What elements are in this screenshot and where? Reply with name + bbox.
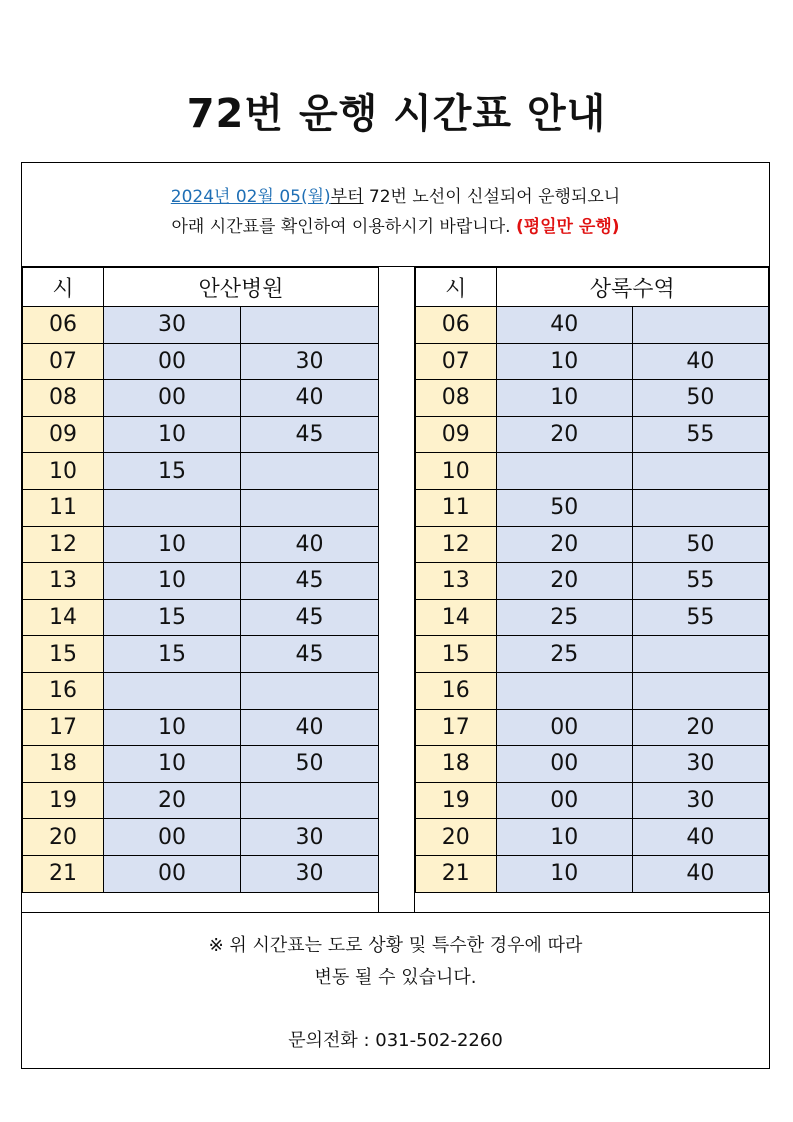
minute-cell: 30 bbox=[632, 746, 768, 783]
hour-cell: 11 bbox=[23, 489, 104, 526]
table-row bbox=[416, 782, 769, 819]
minute-cell bbox=[241, 782, 379, 819]
hour-cell: 09 bbox=[416, 416, 497, 453]
hour-cell: 17 bbox=[416, 709, 497, 746]
minute-cell: 40 bbox=[496, 307, 632, 344]
hour-cell: 21 bbox=[23, 855, 104, 892]
hour-cell: 16 bbox=[23, 672, 104, 709]
minute-cell: 10 bbox=[496, 380, 632, 417]
minute-cell: 10 bbox=[496, 343, 632, 380]
notice-line-1-text: 72번 노선이 신설되어 운행되오니 bbox=[363, 187, 621, 207]
hour-cell: 13 bbox=[416, 563, 497, 600]
table-row bbox=[416, 709, 769, 746]
timetable-sangnoksu-station bbox=[415, 267, 769, 893]
table-row bbox=[23, 599, 379, 636]
hour-cell: 20 bbox=[416, 819, 497, 856]
notice-line-2-text: 아래 시간표를 확인하여 이용하시기 바랍니다. bbox=[171, 217, 516, 237]
table-row bbox=[23, 416, 379, 453]
minute-cell: 10 bbox=[104, 709, 241, 746]
hour-cell: 10 bbox=[416, 453, 497, 490]
table-row bbox=[416, 526, 769, 563]
minute-cell: 10 bbox=[104, 746, 241, 783]
minute-cell: 10 bbox=[104, 563, 241, 600]
hour-cell: 08 bbox=[23, 380, 104, 417]
minute-cell: 20 bbox=[496, 416, 632, 453]
minute-cell bbox=[241, 453, 379, 490]
minute-cell: 50 bbox=[632, 526, 768, 563]
start-date-suffix: 부터 bbox=[330, 187, 364, 207]
hour-cell: 18 bbox=[416, 746, 497, 783]
hour-cell: 10 bbox=[23, 453, 104, 490]
table-header-row bbox=[416, 268, 769, 307]
timetable-ansan-hospital bbox=[22, 267, 379, 893]
minute-cell: 00 bbox=[104, 819, 241, 856]
hour-cell: 15 bbox=[416, 636, 497, 673]
minute-cell: 25 bbox=[496, 636, 632, 673]
minute-cell: 40 bbox=[632, 855, 768, 892]
table-row bbox=[23, 489, 379, 526]
table-row bbox=[23, 636, 379, 673]
contact-phone: 문의전화 : 031-502-2260 bbox=[288, 1030, 503, 1051]
minute-cell bbox=[241, 489, 379, 526]
table-row bbox=[23, 819, 379, 856]
hour-cell: 08 bbox=[416, 380, 497, 417]
minute-cell: 10 bbox=[104, 416, 241, 453]
station-name-header: 상록수역 bbox=[496, 268, 768, 307]
minute-cell: 55 bbox=[632, 599, 768, 636]
timetable-frame bbox=[21, 162, 770, 1069]
table-row bbox=[23, 709, 379, 746]
minute-cell bbox=[496, 453, 632, 490]
minute-cell: 30 bbox=[241, 819, 379, 856]
hour-cell: 13 bbox=[23, 563, 104, 600]
notice-box bbox=[22, 163, 769, 267]
minute-cell: 30 bbox=[241, 855, 379, 892]
table-row bbox=[416, 453, 769, 490]
table-row bbox=[23, 343, 379, 380]
hour-cell: 20 bbox=[23, 819, 104, 856]
minute-cell bbox=[632, 453, 768, 490]
hour-cell: 07 bbox=[416, 343, 497, 380]
hour-cell: 15 bbox=[23, 636, 104, 673]
start-date: 2024년 02월 05(월) bbox=[170, 187, 331, 207]
table-row bbox=[416, 672, 769, 709]
minute-cell: 50 bbox=[632, 380, 768, 417]
table-row bbox=[416, 636, 769, 673]
table-row bbox=[23, 782, 379, 819]
minute-cell: 45 bbox=[241, 636, 379, 673]
minute-cell bbox=[496, 672, 632, 709]
notice-line-1 bbox=[22, 182, 769, 212]
hour-cell: 17 bbox=[23, 709, 104, 746]
minute-cell: 00 bbox=[496, 782, 632, 819]
hour-column-header: 시 bbox=[416, 268, 497, 307]
hour-cell: 09 bbox=[23, 416, 104, 453]
minute-cell bbox=[632, 636, 768, 673]
minute-cell: 25 bbox=[496, 599, 632, 636]
hour-cell: 18 bbox=[23, 746, 104, 783]
footer-line-2: 변동 될 수 있습니다. bbox=[314, 967, 477, 988]
minute-cell bbox=[632, 489, 768, 526]
table-row bbox=[416, 819, 769, 856]
minute-cell bbox=[241, 307, 379, 344]
minute-cell: 30 bbox=[632, 782, 768, 819]
minute-cell: 55 bbox=[632, 563, 768, 600]
minute-cell: 10 bbox=[496, 855, 632, 892]
hour-cell: 06 bbox=[416, 307, 497, 344]
minute-cell: 30 bbox=[104, 307, 241, 344]
table-row bbox=[416, 746, 769, 783]
minute-cell: 00 bbox=[104, 855, 241, 892]
table-separator bbox=[378, 267, 415, 912]
footer-notice bbox=[22, 912, 769, 1068]
table-row bbox=[23, 526, 379, 563]
hour-cell: 12 bbox=[416, 526, 497, 563]
hour-column-header: 시 bbox=[23, 268, 104, 307]
hour-cell: 21 bbox=[416, 855, 497, 892]
hour-cell: 14 bbox=[23, 599, 104, 636]
minute-cell: 15 bbox=[104, 636, 241, 673]
minute-cell: 00 bbox=[496, 746, 632, 783]
table-row bbox=[23, 746, 379, 783]
hour-cell: 16 bbox=[416, 672, 497, 709]
minute-cell: 15 bbox=[104, 453, 241, 490]
weekday-only-note: (평일만 운행) bbox=[515, 217, 620, 237]
table-row bbox=[416, 307, 769, 344]
minute-cell: 20 bbox=[632, 709, 768, 746]
minute-cell bbox=[104, 489, 241, 526]
minute-cell bbox=[632, 307, 768, 344]
hour-cell: 07 bbox=[23, 343, 104, 380]
table-row bbox=[23, 672, 379, 709]
station-name-header: 안산병원 bbox=[104, 268, 379, 307]
hour-cell: 06 bbox=[23, 307, 104, 344]
minute-cell: 20 bbox=[496, 526, 632, 563]
table-row bbox=[23, 563, 379, 600]
table-row bbox=[416, 489, 769, 526]
minute-cell: 50 bbox=[241, 746, 379, 783]
minute-cell: 40 bbox=[241, 709, 379, 746]
minute-cell: 50 bbox=[496, 489, 632, 526]
minute-cell: 00 bbox=[104, 380, 241, 417]
table-row bbox=[23, 307, 379, 344]
minute-cell bbox=[632, 672, 768, 709]
minute-cell: 10 bbox=[496, 819, 632, 856]
minute-cell: 00 bbox=[104, 343, 241, 380]
table-header-row bbox=[23, 268, 379, 307]
minute-cell bbox=[241, 672, 379, 709]
minute-cell: 10 bbox=[104, 526, 241, 563]
hour-cell: 19 bbox=[23, 782, 104, 819]
notice-line-2 bbox=[22, 212, 769, 242]
table-row bbox=[23, 453, 379, 490]
table-row bbox=[23, 380, 379, 417]
table-row bbox=[416, 380, 769, 417]
hour-cell: 11 bbox=[416, 489, 497, 526]
minute-cell: 30 bbox=[241, 343, 379, 380]
hour-cell: 12 bbox=[23, 526, 104, 563]
hour-cell: 14 bbox=[416, 599, 497, 636]
table-row bbox=[23, 855, 379, 892]
minute-cell: 45 bbox=[241, 416, 379, 453]
minute-cell: 20 bbox=[104, 782, 241, 819]
minute-cell bbox=[104, 672, 241, 709]
table-row bbox=[416, 416, 769, 453]
minute-cell: 15 bbox=[104, 599, 241, 636]
minute-cell: 55 bbox=[632, 416, 768, 453]
table-row bbox=[416, 599, 769, 636]
minute-cell: 40 bbox=[241, 526, 379, 563]
page-title: 72번 운행 시간표 안내 bbox=[186, 91, 607, 137]
minute-cell: 45 bbox=[241, 563, 379, 600]
hour-cell: 19 bbox=[416, 782, 497, 819]
minute-cell: 40 bbox=[241, 380, 379, 417]
footer-line-1: ※ 위 시간표는 도로 상황 및 특수한 경우에 따라 bbox=[208, 935, 583, 956]
minute-cell: 20 bbox=[496, 563, 632, 600]
table-row bbox=[416, 855, 769, 892]
table-row bbox=[416, 563, 769, 600]
minute-cell: 40 bbox=[632, 819, 768, 856]
minute-cell: 00 bbox=[496, 709, 632, 746]
minute-cell: 40 bbox=[632, 343, 768, 380]
minute-cell: 45 bbox=[241, 599, 379, 636]
table-row bbox=[416, 343, 769, 380]
